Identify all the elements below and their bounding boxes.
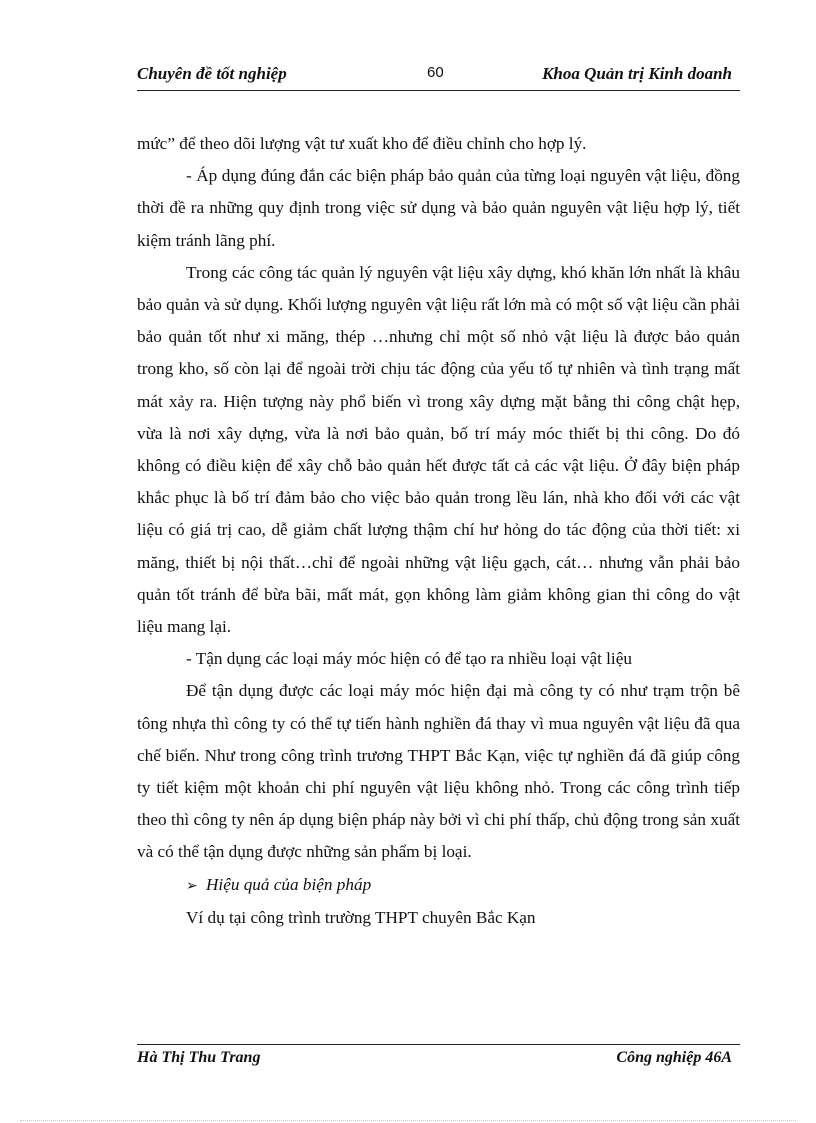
footer-author: Hà Thị Thu Trang bbox=[137, 1049, 261, 1066]
body-text bbox=[137, 128, 740, 934]
header-title: Chuyên đề tốt nghiệp bbox=[137, 64, 287, 83]
paragraph-2: - Áp dụng đúng đắn các biện pháp bảo quản của từng loại nguyên vật liệu, đồng thời đề ra những quy định trong việc sử dụng và bảo quản nguyên vật liệu hợp lý, tiết kiệm tránh lãng phí. bbox=[137, 166, 740, 250]
footer-class: Công nghiệp 46A bbox=[616, 1049, 732, 1066]
header-department: Khoa Quản trị Kinh doanh bbox=[542, 64, 732, 83]
page-footer bbox=[137, 1044, 740, 1071]
bullet-text: Hiệu quả của biện pháp bbox=[206, 874, 372, 894]
page-header bbox=[137, 64, 740, 91]
arrowhead-bullet-icon: ➢ bbox=[186, 877, 198, 894]
paragraph-6: Ví dụ tại công trình trường THPT chuyên Bắc Kạn bbox=[186, 907, 536, 927]
paragraph-4: - Tận dụng các loại máy móc hiện có để tạo ra nhiều loại vật liệu bbox=[186, 649, 632, 669]
paragraph-1: mức” để theo dõi lượng vật tư xuất kho để điều chỉnh cho hợp lý. bbox=[137, 134, 587, 153]
paragraph-3: Trong các công tác quản lý nguyên vật liệu xây dựng, khó khăn lớn nhất là khâu bảo quản và sử dụng. Khối lượng nguyên vật liệu rất lớn mà có một số vật liệu cần phải bảo quản tốt như xi măng, thép …nhưng chỉ một số nhỏ vật liệu là được bảo quản trong kho, số còn lại để ngoài trời chịu tác động của yếu tố tự nhiên và tình trạng mất mát xảy ra. Hiện tượng này phổ biến vì trong xây dựng mặt bằng thi công chật hẹp, vừa là nơi xây dựng, vừa là nơi bảo quản, bố trí máy móc thiết bị thi công. Do đó không có điều kiện để xây chỗ bảo quản hết được tất cả các vật liệu. Ở đây biện pháp khắc phục là bố trí đảm bảo cho việc bảo quản trong lều lán, nhà kho đối với các vật liệu có giá trị cao, dễ giảm chất lượng thậm chí hư hỏng do tác động của thời tiết: xi măng, thiết bị nội thất…chỉ để ngoài những vật liệu gạch, cát… nhưng vẫn phải bảo quản tốt tránh để bừa bãi, mất mát, gọn không làm giảm không gian thi công do vật liệu mang lại. bbox=[137, 262, 740, 637]
paragraph-5: Để tận dụng được các loại máy móc hiện đại mà công ty có như trạm trộn bê tông nhựa thì công ty có thể tự tiến hành nghiền đá thay vì mua nguyên vật liệu đã qua chế biến. Như trong công trình trương THPT Bắc Kạn, việc tự nghiền đá đã giúp công ty tiết kiệm một khoản chi phí nguyên vật liệu không nhỏ. Trong các công trình tiếp theo thì công ty nên áp dụng biện pháp này bởi vì chi phí thấp, chủ động trong sản xuất và có thể tận dụng được những sản phẩm bị loại. bbox=[137, 681, 740, 862]
page-edge-divider bbox=[20, 1120, 796, 1121]
bullet-item bbox=[137, 869, 740, 902]
page-number: 60 bbox=[427, 64, 444, 81]
